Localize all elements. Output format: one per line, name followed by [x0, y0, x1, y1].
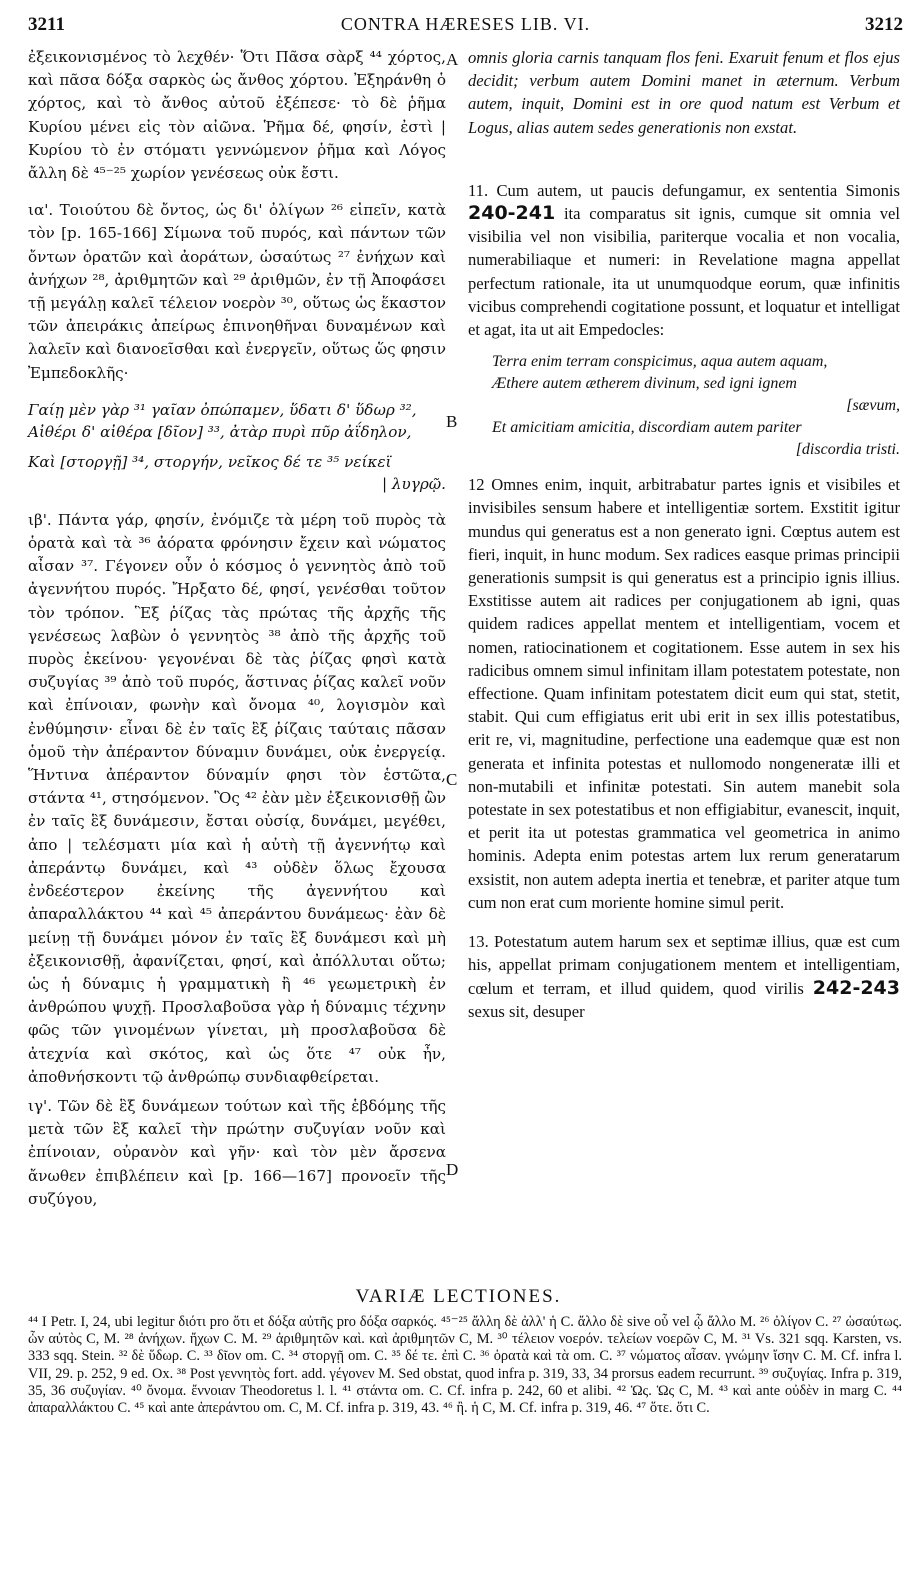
page-reference-240: 240-241	[468, 202, 556, 225]
latin-paragraph-1	[468, 46, 900, 139]
greek-paragraph-11: ια'. Τοιούτου δὲ ὄντος, ὡς δι' ὀλίγων ²⁶ εἰπεῖν, κατὰ τὸν [p. 165-166] Σίμωνα τοῦ πυρός, καὶ πάντων τῶν ὄντων ὁρατῶν καὶ ἀοράτων, ὡσαύτως ²⁷ ἐνήχων καὶ ἀνήχων ²⁸, ἀριθμητῶν καὶ ²⁹ ἀριθμῶν, ἐν τῇ Ἀποφάσει τῇ μεγάλῃ καλεῖ τέλειον νοερὸν ³⁰, οὕτως ὡς ἕκαστον τῶν ἀπειράκις ἀπείρως ἐπινοηθῆναι δυναμένων καὶ λαλεῖν καὶ διανοεῖσθαι καὶ ἐνεργεῖν, οὕτως ὥς φησιν Ἐμπεδοκλῆς·	[28, 201, 446, 382]
variant-readings-notes: ⁴⁴ I Petr. I, 24, ubi legitur διότι pro ὅτι et δόξα αὐτῆς pro δόξα σαρκός. ⁴⁵⁻²⁵ ἄλλη δὲ ἀλλ' ἡ C. ἄλλο δὲ sive οὗ vel ᾧ ἄλλο M. ²⁶ ὀλίγον C. ²⁷ ὡσαύτως. ὧν αὐτὸς C, M. ²⁸ ἀνήχων. ἤχων C. M. ²⁹ ἀριθμητῶν καὶ. καὶ ἀριθμητῶν C, M. ³⁰ τέλειον νοερόν. τελείων νοερῶν C, M. ³¹ Vs. 321 sqq. Karsten, vs. 333 sqq. Stein. ³² δὲ ὕδωρ. C. ³³ δῖον om. C. ³⁴ στοργῇ om. C. ³⁵ δέ τε. ἐπὶ C. ³⁶ ὁρατὰ καὶ τὰ om. C. ³⁷ νώματος αἶσαν. γνώμην ἴσην C. M. Cf. infra l. VII, 29. p. 252, 9 ed. Ox. ³⁸ Post γεννητὸς fort. add. γέγονεν M. Sed obstat, quod infra p. 319, 33, 34 prorsus eadem recurrunt. ³⁹ συζυγίας. Infra p. 319, 35, 36 συζυγίαν. ⁴⁰ ὄνομα. ἔννοιαν Theodoretus l. l. ⁴¹ στάντα om. C. Cf. infra p. 242, 60 et alibi. ⁴² Ὡς. Ὡς C, M. ⁴³ καὶ ante οὐδὲν in marg C. ⁴⁴ ἀπαραλλάκτου C. ⁴⁵ καὶ ante ἀπεράντου om. C, M. Cf. infra p. 319, 43. ⁴⁶ ἢ. ἡ C, M. Cf. infra p. 319, 46. ⁴⁷ ὅτε. ὅτι C.	[28, 1314, 902, 1417]
latin-verse-line-2: Æthere autem ætherem divinum, sed igni ignem	[492, 375, 797, 393]
latin-verse-line-1: Terra enim terram conspicimus, aqua autem aquam,	[492, 353, 828, 371]
page-reference-242: 242-243	[812, 976, 900, 999]
variae-lectiones-title: VARIÆ LECTIONES.	[355, 1286, 562, 1307]
latin-scripture-quote: omnis gloria carnis tanquam flos feni. Exaruit fenum et flos ejus decidit; verbum autem Domini manet in æternum. Verbum autem, inquit, Domini est in ore quod natum est Verbum et Logus, alias autem sedes generationis non exstat.	[468, 48, 900, 137]
margin-letter-d: D	[446, 1160, 459, 1179]
greek-paragraph-1: ἐξεικονισμένος τὸ λεχθέν· Ὅτι Πᾶσα σὰρξ ⁴⁴ χόρτος, καὶ πᾶσα δόξα σαρκὸς ὡς ἄνθος χόρτου. Ἐξηράνθη ὁ χόρτος, καὶ τὸ ἄνθος αὐτοῦ ἐξέπεσε· τὸ δὲ ῥῆμα Κυρίου μένει εἰς τὸν αἰῶνα. Ῥῆμα δέ, φησίν, ἐστὶ | Κυρίου τὸ ἐν στόματι γεννώμενον ῥῆμα καὶ Λόγος ἄλλη δὲ ⁴⁵⁻²⁵ χωρίον γενέσεως οὐκ ἔστι.	[28, 48, 446, 183]
latin-verse	[468, 351, 900, 461]
page-number-left: 3211	[28, 14, 65, 35]
margin-letter-a: A	[446, 50, 459, 69]
greek-verse-line-3: Καὶ [στοργῇ] ³⁴, στοργήν, νεῖκος δέ τε ³⁵ νείκεϊ	[28, 452, 392, 471]
margin-letter-c: C	[446, 770, 458, 789]
greek-column	[28, 46, 446, 1211]
greek-paragraph-13: ιγ'. Τῶν δὲ ἓξ δυνάμεων τούτων καὶ τῆς ἑβδόμης τῆς μετὰ τῶν ἓξ καλεῖ τὴν πρώτην συζυγίαν νοῦν καὶ ἐπίνοιαν, οὐρανὸν καὶ γῆν· καὶ τὸν μὲν ἄρσενα ἄνωθεν ἐπιβλέπειν καὶ [p. 166—167] προνοεῖν τῆς συζύγου,	[28, 1096, 446, 1208]
latin-verse-line-5: [discordia tristi.	[795, 441, 900, 459]
latin-paragraph-13-end: sexus sit, desuper	[468, 1001, 585, 1021]
greek-verse-line-1: Γαίῃ μὲν γὰρ ³¹ γαῖαν ὀπώπαμεν, ὕδατι δ' ὕδωρ ³²,	[28, 400, 417, 419]
latin-paragraph-11-rest: ita comparatus sit ignis, cumque sit omnia vel visibilia vel non visibilia, pariterque vocalia et non vocalia, numerabiliaque et numeri: in Revelatione magna appellat perfectum rationale, ita ut unumquodque eorum, quæ infinitis vicibus comprehendi cogitatione possunt, et loquatur et intelligat et agat, ita ut ait Empedocles:	[468, 204, 900, 340]
latin-paragraph-13-start: 13. Potestatum autem harum sex et septimæ illius, quæ est cum his, appellat primam conjugationem mentem et intelligentiam, cœlum et terram, et illud quidem, quod virilis	[468, 932, 900, 998]
latin-paragraph-13	[468, 930, 900, 1023]
margin-letter-b: B	[446, 412, 458, 431]
latin-paragraph-11-start: 11. Cum autem, ut paucis defungamur, ex sententia Simonis	[468, 180, 900, 200]
page-header	[28, 14, 903, 40]
running-title: CONTRA HÆRESES LIB. VI.	[340, 14, 591, 34]
greek-verse-line-2: Αἰθέρι δ' αἰθέρα [δῖον] ³³, ἀτὰρ πυρὶ πῦρ ἀΐδηλον,	[28, 422, 412, 441]
latin-verse-line-3: [sævum,	[846, 397, 900, 415]
greek-verse	[28, 399, 446, 495]
latin-paragraph-11	[468, 179, 900, 341]
latin-verse-line-4: Et amicitiam amicitia, discordiam autem pariter	[492, 419, 802, 437]
greek-paragraph-12: ιβ'. Πάντα γάρ, φησίν, ἐνόμιζε τὰ μέρη τοῦ πυρὸς τὰ ὁρατὰ καὶ τὰ ³⁶ ἀόρατα φρόνησιν ἔχειν καὶ νώματος αἶσαν ³⁷. Γέγονεν οὖν ὁ κόσμος ὁ γεννητὸς ἀπὸ τοῦ ἀγεννήτου πυρός. Ἤρξατο δέ, φησί, γενέσθαι τοῦτον τὸν τρόπον. Ἓξ ῥίζας τὰς πρώτας τῆς ἀρχῆς τῆς γενέσεως λαβὼν ὁ γεννητὸς ³⁸ ἀπὸ τῆς ἀρχῆς τοῦ πυρὸς ἐκείνου· γεγονέναι δὲ τὰς ῥίζας φησὶ κατὰ συζυγίας ³⁹ ἀπὸ τοῦ πυρός, ἅστινας ῥίζας καλεῖ νοῦν καὶ ἐπίνοιαν, φωνὴν καὶ ὄνομα ⁴⁰, λογισμὸν καὶ ἐνθύμησιν· εἶναι δὲ ἐν ταῖς ἓξ ῥίζαις ταύταις πᾶσαν ὁμοῦ τὴν ἀπέραντον δύναμιν δυνάμει, οὐκ ἐνεργείᾳ. Ἥντινα ἀπέραντον δύναμίν φησι τὸν ἑστῶτα, στάντα ⁴¹, στησόμενον. Ὃς ⁴² ἐὰν μὲν ἐξεικονισθῇ ὢν ἐν ταῖς ἓξ δυνάμεσιν, ἔσται οὐσίᾳ, δυνάμει, μεγέθει, ἀπο | τελέσματι μία καὶ ἡ αὐτὴ τῇ ἀγεννήτῳ καὶ ἀπεράντῳ δυνάμει, καὶ ⁴³ οὐδὲν ὅλως ἔχουσα ἐνδεέστερον ἐκείνης τῆς ἀγεννήτου καὶ ἀπαραλλάκτου ⁴⁴ καὶ ⁴⁵ ἀπεράντου δυνάμεως· ἐὰν δὲ μείνῃ τῇ δυνάμει μόνον ἐν ταῖς ἓξ δυνάμεσι καὶ μὴ ἐξεικονισθῇ, ἀφανίζεται, φησί, καὶ ἀπόλλυται οὕτω; ὡς ἡ δύναμις ἡ γραμματικὴ ἢ ⁴⁶ γεωμετρικὴ ἐν ἀνθρώπου ψυχῇ. Προσλαβοῦσα γὰρ ἡ δύναμις τέχνην φῶς τῶν γινομένων γίνεται, μὴ προσλαβοῦσα δὲ ἀτεχνία καὶ σκότος, καὶ ὡς ὅτε ⁴⁷ οὐκ ἦν, ἀποθνήσκοντι τῷ ἀνθρώπῳ συνδιαφθείρεται.	[28, 510, 446, 1086]
page-number-right: 3212	[865, 14, 903, 35]
latin-column	[468, 46, 900, 1023]
latin-paragraph-12: 12 Omnes enim, inquit, arbitrabatur partes ignis et visibiles et invisibiles sensum habere et intelligentiæ sortem. Exstitit igitur mundus qui generatus est a non generato igni. Cœptus autem est fieri, inquit, in hunc modum. Sex radices easque primas principii generationis sumpsit is qui generatus est a principio ignis illius. Exstitisse autem ait radices per conjugationem ab igni, quas quidem radices appellat mentem et intelligentiam, vocem et nomen, ratiocinationem et cogitationem. Esse autem in sex his radicibus omnem simul infinitam illam potestatem potestate, non effectione. Quam infinitam potestatem dicit eum qui stat, stetit, stabit. Qui cum effigiatus erit ubi erit in sex illis potestatibus, erit re, vi, magnitudine, perfectione una eademque quæ est non generata et infinita potestas et nullomodo nongeneratæ illi et non-mutabili et infinitæ potestati. Sin autem manebit sola potestate in sex potestatibus et non effigiabitur, evanescit, inquit, et perit ita ut potestas grammatica vel geometrica in animo hominis. Adepta enim potestas artem lux rerum generatarum exsistit, non autem adepta inertia et tenebræ, et pariter atque tum cum non erat cum moriente homine simul perit.	[468, 475, 900, 912]
greek-verse-line-4: | λυγρῷ.	[381, 474, 446, 493]
